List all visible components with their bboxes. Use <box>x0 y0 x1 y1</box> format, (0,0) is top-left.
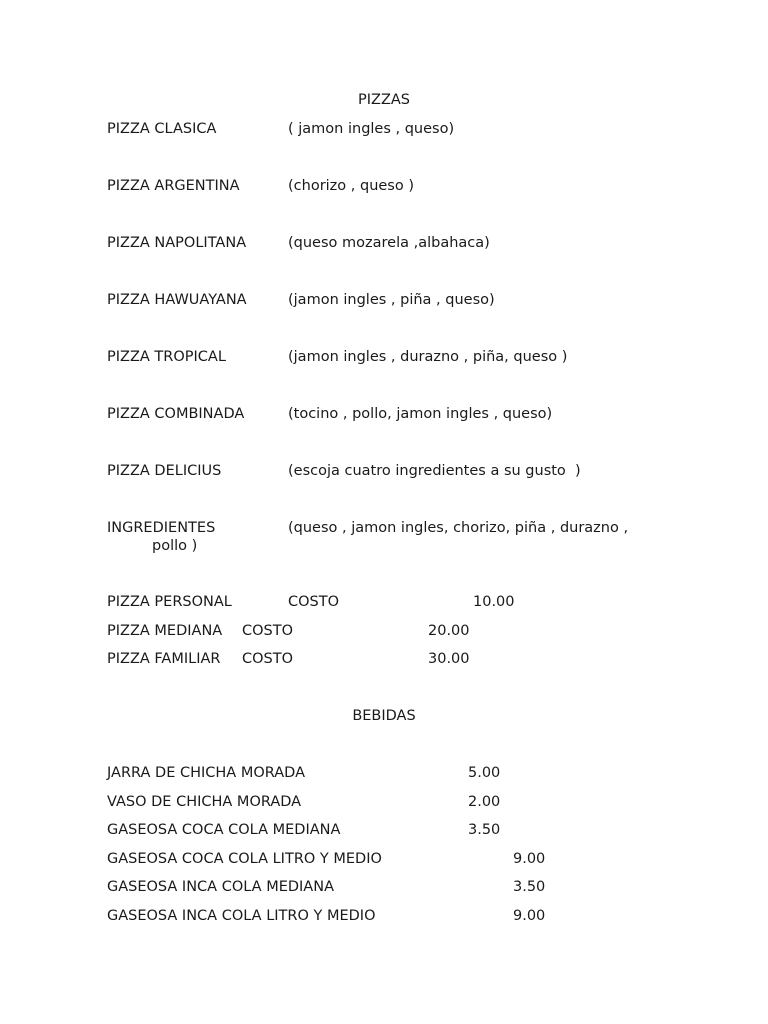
pizza-desc: (jamon ingles , durazno , piña, queso ) <box>288 349 568 365</box>
bebida-name: GASEOSA COCA COLA MEDIANA <box>107 822 341 838</box>
pizza-desc: (jamon ingles , piña , queso) <box>288 292 495 308</box>
size-name: PIZZA FAMILIAR <box>107 651 221 667</box>
bebida-name: VASO DE CHICHA MORADA <box>107 794 302 810</box>
pizza-name: PIZZA COMBINADA <box>107 406 245 422</box>
pizzas-heading: PIZZAS <box>357 92 410 108</box>
bebida-price: 3.50 <box>468 822 501 838</box>
bebidas-heading: BEBIDAS <box>352 708 416 724</box>
pizza-name: PIZZA TROPICAL <box>107 349 226 365</box>
bebida-name: GASEOSA INCA COLA LITRO Y MEDIO <box>107 908 376 924</box>
ingredientes-label: INGREDIENTES <box>107 520 216 536</box>
bebida-price: 9.00 <box>513 851 546 867</box>
pizza-desc: ( jamon ingles , queso) <box>288 121 455 137</box>
bebida-name: JARRA DE CHICHA MORADA <box>107 765 305 781</box>
cost-label: COSTO <box>242 623 294 639</box>
bebida-name: GASEOSA INCA COLA MEDIANA <box>107 879 334 895</box>
pizza-name: PIZZA CLASICA <box>107 121 217 137</box>
cost-label: COSTO <box>288 594 340 610</box>
pizza-name: PIZZA ARGENTINA <box>107 178 240 194</box>
size-price: 10.00 <box>473 594 515 610</box>
pizza-desc: (queso mozarela ,albahaca) <box>288 235 490 251</box>
pizza-name: PIZZA NAPOLITANA <box>107 235 247 251</box>
size-name: PIZZA PERSONAL <box>107 594 232 610</box>
cost-label: COSTO <box>242 651 294 667</box>
bebida-name: GASEOSA COCA COLA LITRO Y MEDIO <box>107 851 382 867</box>
pizza-desc: (tocino , pollo, jamon ingles , queso) <box>288 406 553 422</box>
pizza-desc: (chorizo , queso ) <box>288 178 414 194</box>
bebida-price: 5.00 <box>468 765 501 781</box>
ingredientes-desc-line1: (queso , jamon ingles, chorizo, piña , durazno , <box>288 520 629 536</box>
pizza-name: PIZZA HAWUAYANA <box>107 292 247 308</box>
bebida-price: 3.50 <box>513 879 546 895</box>
ingredientes-desc-line2: pollo ) <box>152 538 198 554</box>
pizza-desc: (escoja cuatro ingredientes a su gusto ) <box>288 463 581 479</box>
pizza-name: PIZZA DELICIUS <box>107 463 222 479</box>
size-name: PIZZA MEDIANA <box>107 623 223 639</box>
size-price: 20.00 <box>428 623 470 639</box>
size-price: 30.00 <box>428 651 470 667</box>
bebida-price: 2.00 <box>468 794 501 810</box>
bebida-price: 9.00 <box>513 908 546 924</box>
